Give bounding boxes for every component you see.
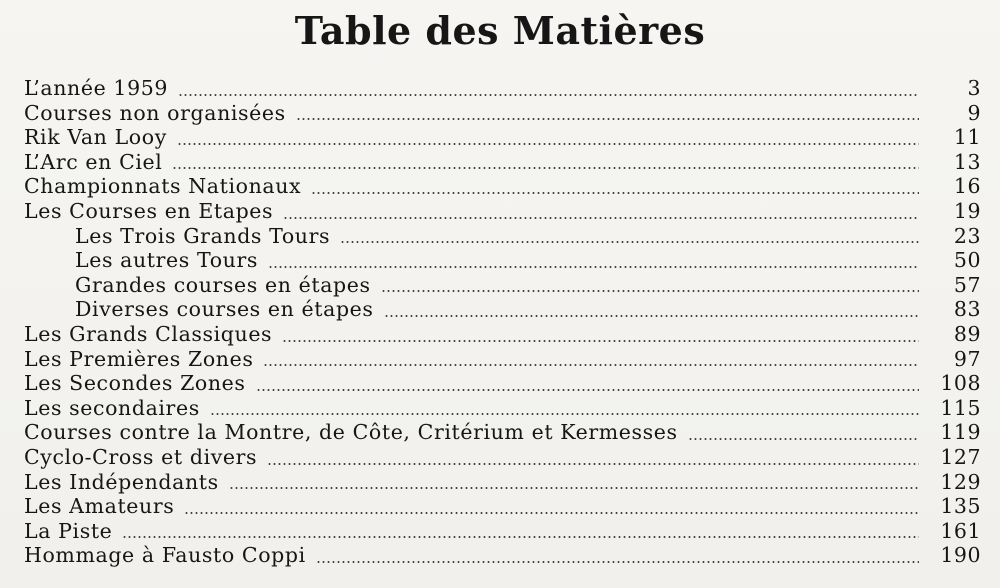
toc-entry [24,101,981,126]
dot-leader [122,536,919,538]
dot-leader [210,413,919,415]
toc-entry-page: 129 [940,469,981,494]
dot-leader [381,290,919,292]
dot-leader [282,340,919,342]
toc-entry-page: 108 [940,371,981,396]
toc-entry-page: 57 [953,272,981,297]
toc-entry-label: Les autres Tours [75,248,258,273]
toc-entry-page: 50 [953,248,981,273]
toc-entry-label: Les Trois Grands Tours [75,223,331,248]
toc-entry [24,470,981,495]
toc-entry-page: 16 [953,174,981,199]
dot-leader [263,364,919,366]
toc-entry-label: Hommage à Fausto Coppi [24,543,306,568]
toc-entry [24,347,981,372]
toc-entry [24,543,981,568]
dot-leader [184,512,919,514]
toc-entry-label: Rik Van Looy [24,125,167,150]
toc-entry-label: Les secondaires [24,395,200,420]
dot-leader [172,167,919,169]
toc-entry-page: 190 [940,543,981,568]
dot-leader [267,463,919,465]
toc-entry-label: Les Premières Zones [24,346,254,371]
toc-entry-page: 97 [953,346,981,371]
toc-entry [24,322,981,347]
dot-leader [177,143,919,145]
dot-leader [316,561,919,563]
toc-entry [24,494,981,519]
toc-entry [24,125,981,150]
toc-entry-label: Les Courses en Etapes [24,198,274,223]
toc-entry-page: 23 [953,223,981,248]
toc-entry-page: 89 [953,321,981,346]
toc-entry-page: 161 [940,518,981,543]
dot-leader [296,118,919,120]
toc-subentry [24,224,981,249]
toc-entry-label: Championnats Nationaux [24,174,302,199]
toc-entry [24,174,981,199]
dot-leader [256,389,919,391]
toc-entry-label: Diverses courses en étapes [75,297,374,322]
toc-subentry [24,273,981,298]
dot-leader [688,438,919,440]
dot-leader [229,487,919,489]
page-title: Table des Matières [294,8,706,53]
toc-entry-label: Les Grands Classiques [24,321,273,346]
dot-leader [311,192,919,194]
toc-entry-label: L’Arc en Ciel [24,149,163,174]
dot-leader [283,217,919,219]
toc-entry [24,445,981,470]
toc-entry-page: 135 [940,494,981,519]
toc-entry-label: Grandes courses en étapes [75,272,371,297]
toc-entry-label: Courses contre la Montre, de Côte, Critérium et Kermesses [24,420,678,445]
toc-entry-page: 119 [940,420,981,445]
toc-entry [24,420,981,445]
toc-entry-page: 19 [953,198,981,223]
toc-entry-page: 127 [940,444,981,469]
toc-entry-label: L’année 1959 [24,76,168,100]
toc-entry-label: Courses non organisées [24,100,286,125]
toc-entry-label: Les Indépendants [24,469,219,494]
dot-leader [178,94,919,96]
toc-entry-page: 9 [967,100,981,125]
toc-subentry [24,248,981,273]
toc-entry-page: 11 [953,125,981,150]
toc-entry-label: Cyclo-Cross et divers [24,444,258,469]
toc-entry-page: 3 [967,76,981,100]
toc-entry [24,396,981,421]
table-of-contents [24,76,981,568]
toc-entry [24,199,981,224]
toc-entry [24,150,981,175]
dot-leader [268,266,919,268]
toc-entry-page: 83 [953,297,981,322]
toc-entry [24,519,981,544]
toc-entry-label: Les Secondes Zones [24,371,246,396]
toc-subentry [24,297,981,322]
toc-entry [24,371,981,396]
toc-entry-label: Les Amateurs [24,494,175,519]
toc-entry [24,76,981,101]
toc-entry-page: 13 [953,149,981,174]
toc-entry-label: La Piste [24,518,113,543]
dot-leader [384,315,919,317]
toc-entry-page: 115 [940,395,981,420]
dot-leader [340,241,919,243]
